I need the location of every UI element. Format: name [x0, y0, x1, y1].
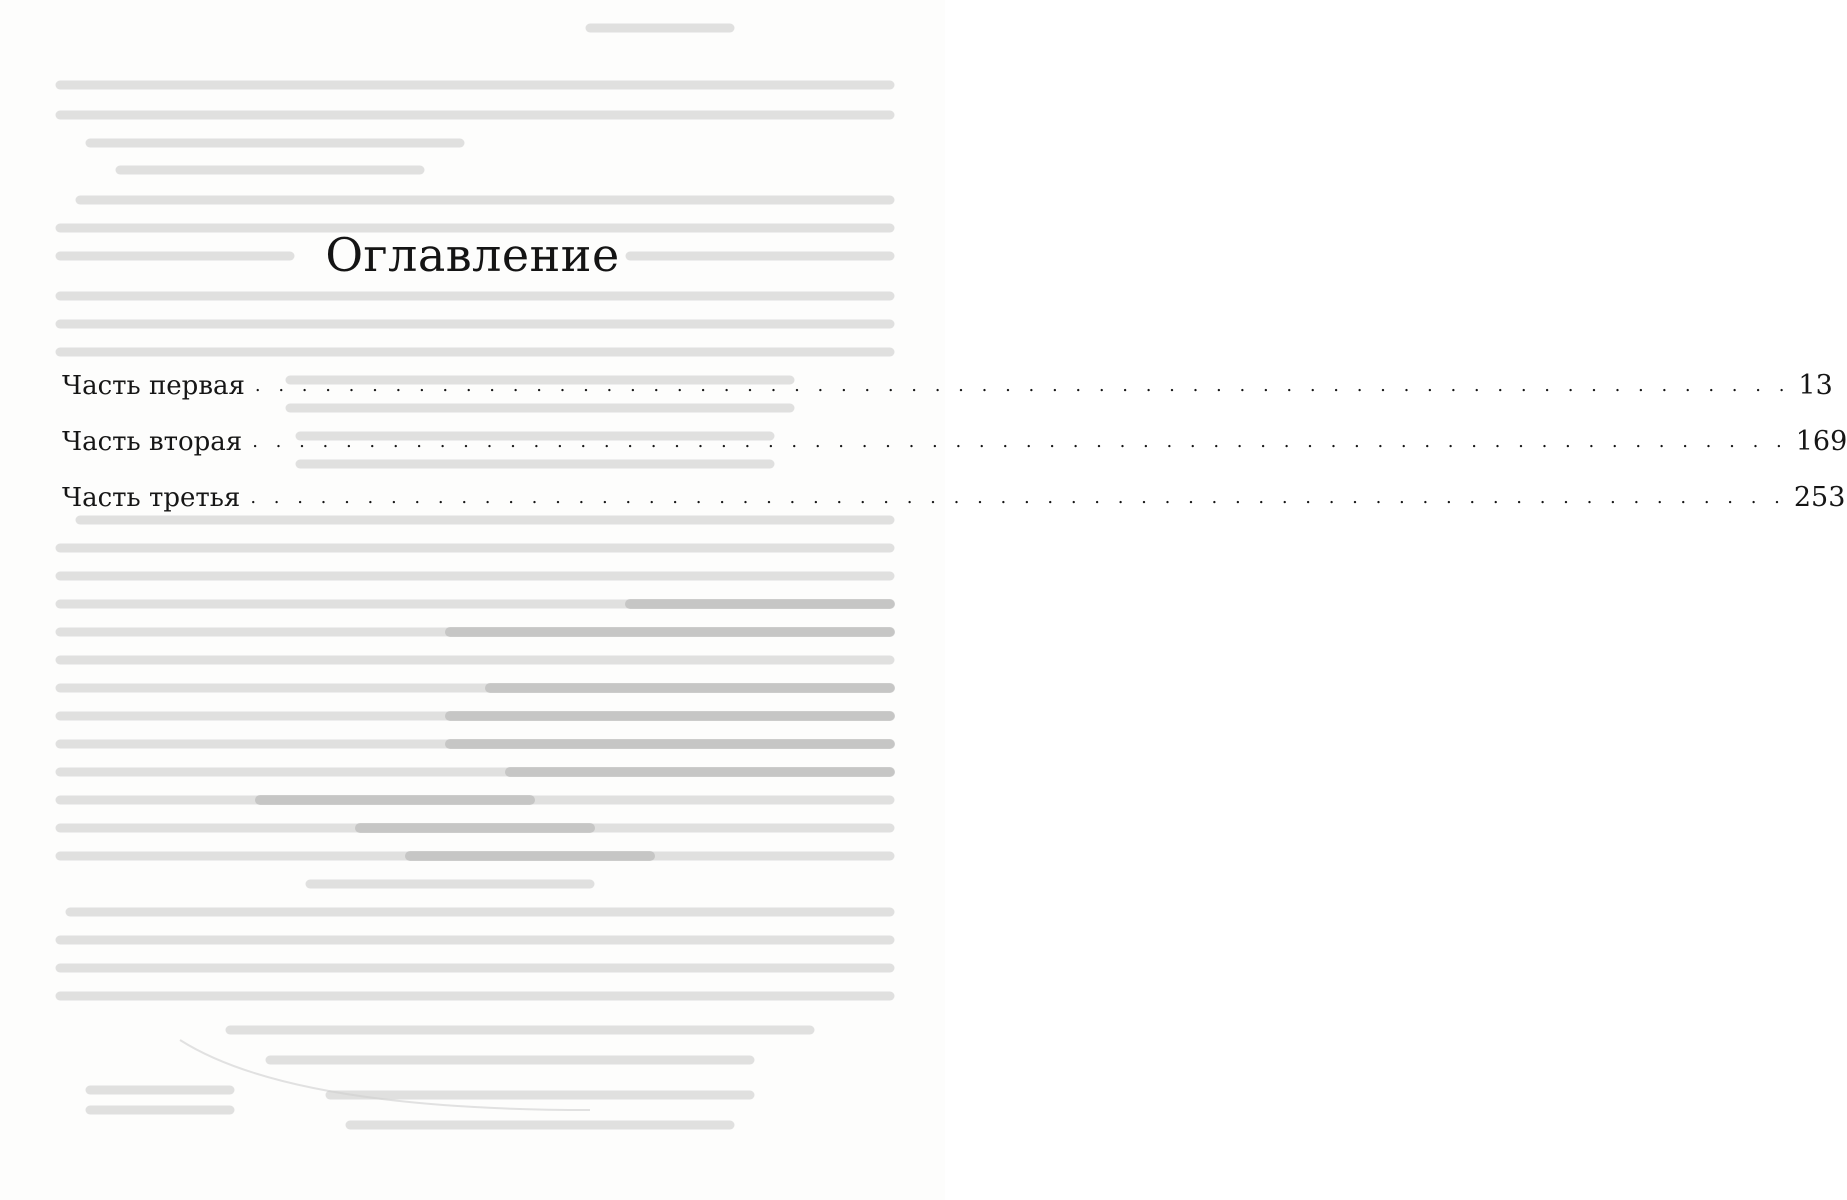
toc-entry-page-number: 253: [1793, 482, 1846, 513]
table-of-contents: [62, 345, 1847, 513]
toc-entry-label: Часть вторая: [62, 427, 243, 457]
toc-entry: [62, 457, 1846, 513]
toc-leader-dots: . . . . . . . . . . . . . . . . . . . . . . . . . . . . . . . . . . . . . . . . . . . . . . . . . . . . . . . . . . . . . . . . . .: [254, 375, 1791, 396]
toc-entry: [62, 401, 1847, 457]
toc-entry-label: Часть третья: [62, 483, 241, 513]
toc-entry: [62, 345, 1833, 401]
page-title: Оглавление: [325, 228, 620, 282]
toc-leader-dots: . . . . . . . . . . . . . . . . . . . . . . . . . . . . . . . . . . . . . . . . . . . . . . . . . . . . . . . . . . . . . . . . . .: [250, 487, 1786, 508]
toc-entry-page-number: 169: [1795, 426, 1847, 457]
show-through-texture: [30, 0, 925, 1200]
toc-entry-label: Часть первая: [62, 371, 245, 401]
toc-entry-page-number: 13: [1798, 370, 1833, 401]
toc-leader-dots: . . . . . . . . . . . . . . . . . . . . . . . . . . . . . . . . . . . . . . . . . . . . . . . . . . . . . . . . . . . . . . . . . .: [252, 431, 1788, 452]
